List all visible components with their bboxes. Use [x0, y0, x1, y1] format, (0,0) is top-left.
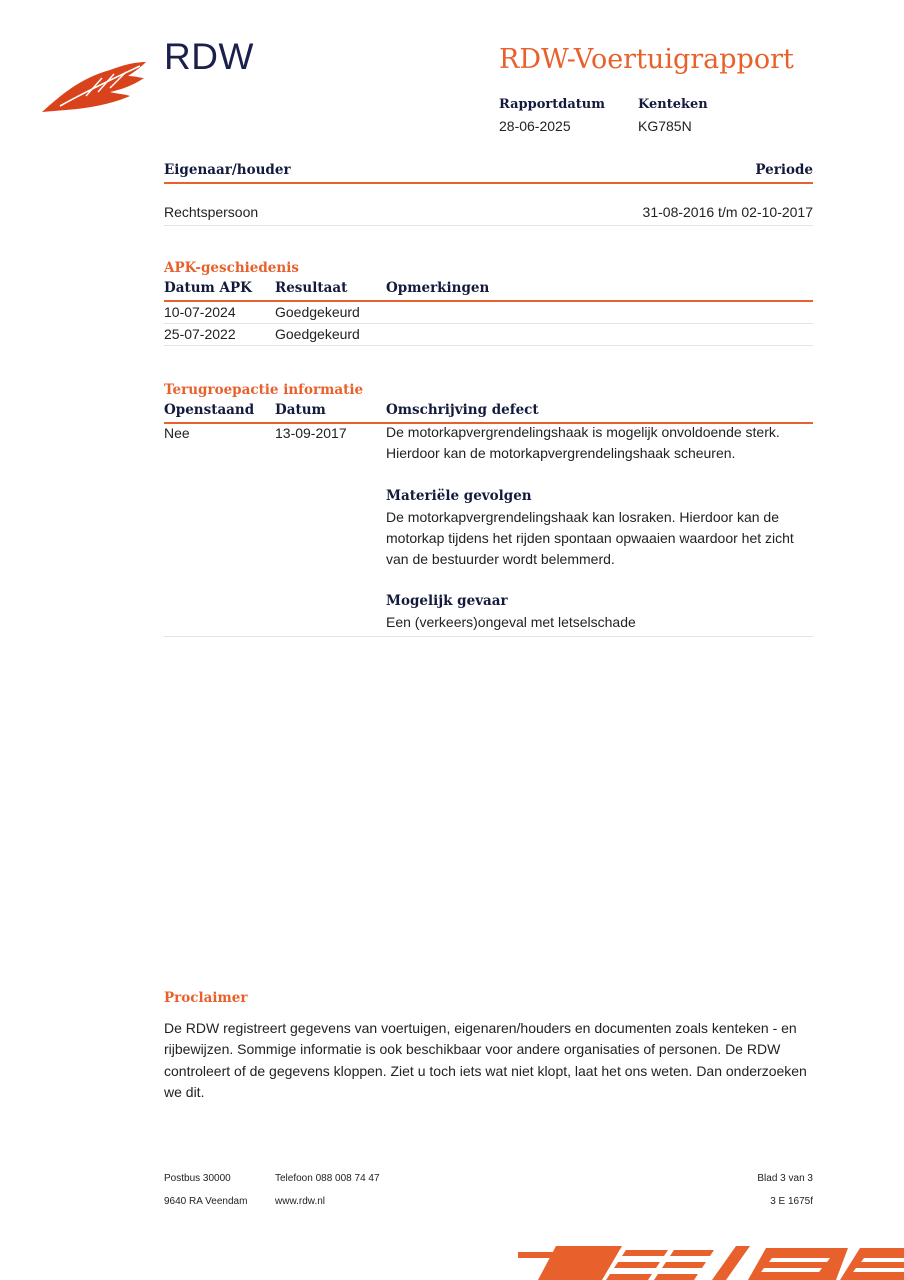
owner-row — [164, 184, 813, 226]
recall-title: Terugroepactie informatie — [164, 382, 364, 398]
recall-date-header: Datum — [275, 402, 326, 418]
footer-website[interactable]: www.rdw.nl — [275, 1196, 326, 1207]
danger-heading: Mogelijk gevaar — [386, 593, 508, 610]
apk-result-header: Resultaat — [275, 280, 348, 296]
danger-text — [386, 612, 813, 633]
recall-information — [164, 380, 813, 637]
text-line: van de bestuurder wordt belemmerd. — [386, 551, 615, 568]
proclaimer-text — [164, 1018, 813, 1103]
owner-table — [164, 158, 813, 226]
apk-remarks-header: Opmerkingen — [386, 280, 490, 296]
text-line: Een (verkeers)ongeval met letselschade — [386, 614, 636, 631]
footer-city: 9640 RA Veendam — [164, 1196, 248, 1207]
recall-description-header: Omschrijving defect — [386, 402, 539, 418]
consequences-heading: Materiële gevolgen — [386, 487, 532, 504]
recall-description — [386, 422, 813, 634]
consequences-text — [386, 507, 813, 571]
text-line: De motorkapvergrendelingshaak is mogelijk onvoldoende sterk. — [386, 424, 780, 440]
apk-date: 25-07-2022 — [164, 326, 236, 342]
owner-column-header: Eigenaar/houder — [164, 162, 291, 178]
text-line: De motorkapvergrendelingshaak kan losraken. Hierdoor kan de — [386, 508, 779, 525]
rdw-logo-icon — [40, 56, 148, 116]
period-value: 31-08-2016 t/m 02-10-2017 — [642, 204, 813, 220]
proclaimer — [164, 988, 813, 1103]
apk-table-header — [164, 278, 813, 302]
apk-date-header: Datum APK — [164, 280, 252, 296]
recall-open-value: Nee — [164, 425, 190, 441]
text-line: controleert of de gegevens kloppen. Ziet u toch iets wat niet klopt, laat het ons weten. Dan onderzoeken — [164, 1062, 807, 1079]
report-date-label: Rapportdatum — [499, 97, 605, 112]
brand-name: RDW — [164, 36, 254, 77]
footer-page-number: Blad 3 van 3 — [757, 1173, 813, 1184]
footer-code: 3 E 1675f — [770, 1196, 813, 1207]
text-line: Hierdoor kan de motorkapvergrendelingshaak scheuren. — [386, 445, 736, 462]
apk-history — [164, 258, 813, 346]
owner-value: Rechtspersoon — [164, 204, 259, 220]
text-line: motorkap tijdens het rijden spontaan opwaaien waardoor het zicht — [386, 529, 794, 546]
text-line: we dit. — [164, 1083, 205, 1100]
apk-result: Goedgekeurd — [275, 304, 360, 320]
proclaimer-title: Proclaimer — [164, 990, 248, 1006]
footer-phone: Telefoon 088 008 74 47 — [275, 1173, 380, 1184]
plate-value: KG785N — [638, 118, 692, 134]
apk-result: Goedgekeurd — [275, 326, 360, 342]
plate-label: Kenteken — [638, 97, 708, 112]
report-title: RDW-Voertuigrapport — [499, 44, 794, 75]
apk-row — [164, 324, 813, 346]
owner-table-header — [164, 158, 813, 184]
text-line: De RDW registreert gegevens van voertuigen, eigenaren/houders en documenten zoals kenteken - en — [164, 1020, 797, 1036]
apk-row — [164, 302, 813, 324]
apk-date: 10-07-2024 — [164, 304, 236, 320]
period-column-header: Periode — [755, 162, 813, 178]
recall-open-header: Openstaand — [164, 402, 255, 418]
defect-description — [386, 422, 813, 465]
rdw-stripes-icon — [518, 1240, 904, 1280]
recall-date-value: 13-09-2017 — [275, 425, 347, 441]
text-line: rijbewijzen. Sommige informatie is ook beschikbaar voor andere organisaties of personen. De RDW — [164, 1041, 781, 1058]
recall-table-header — [164, 400, 813, 424]
apk-title: APK-geschiedenis — [164, 260, 299, 276]
recall-row — [164, 424, 813, 637]
report-date-value: 28-06-2025 — [499, 118, 571, 134]
footer-postbus: Postbus 30000 — [164, 1173, 231, 1184]
